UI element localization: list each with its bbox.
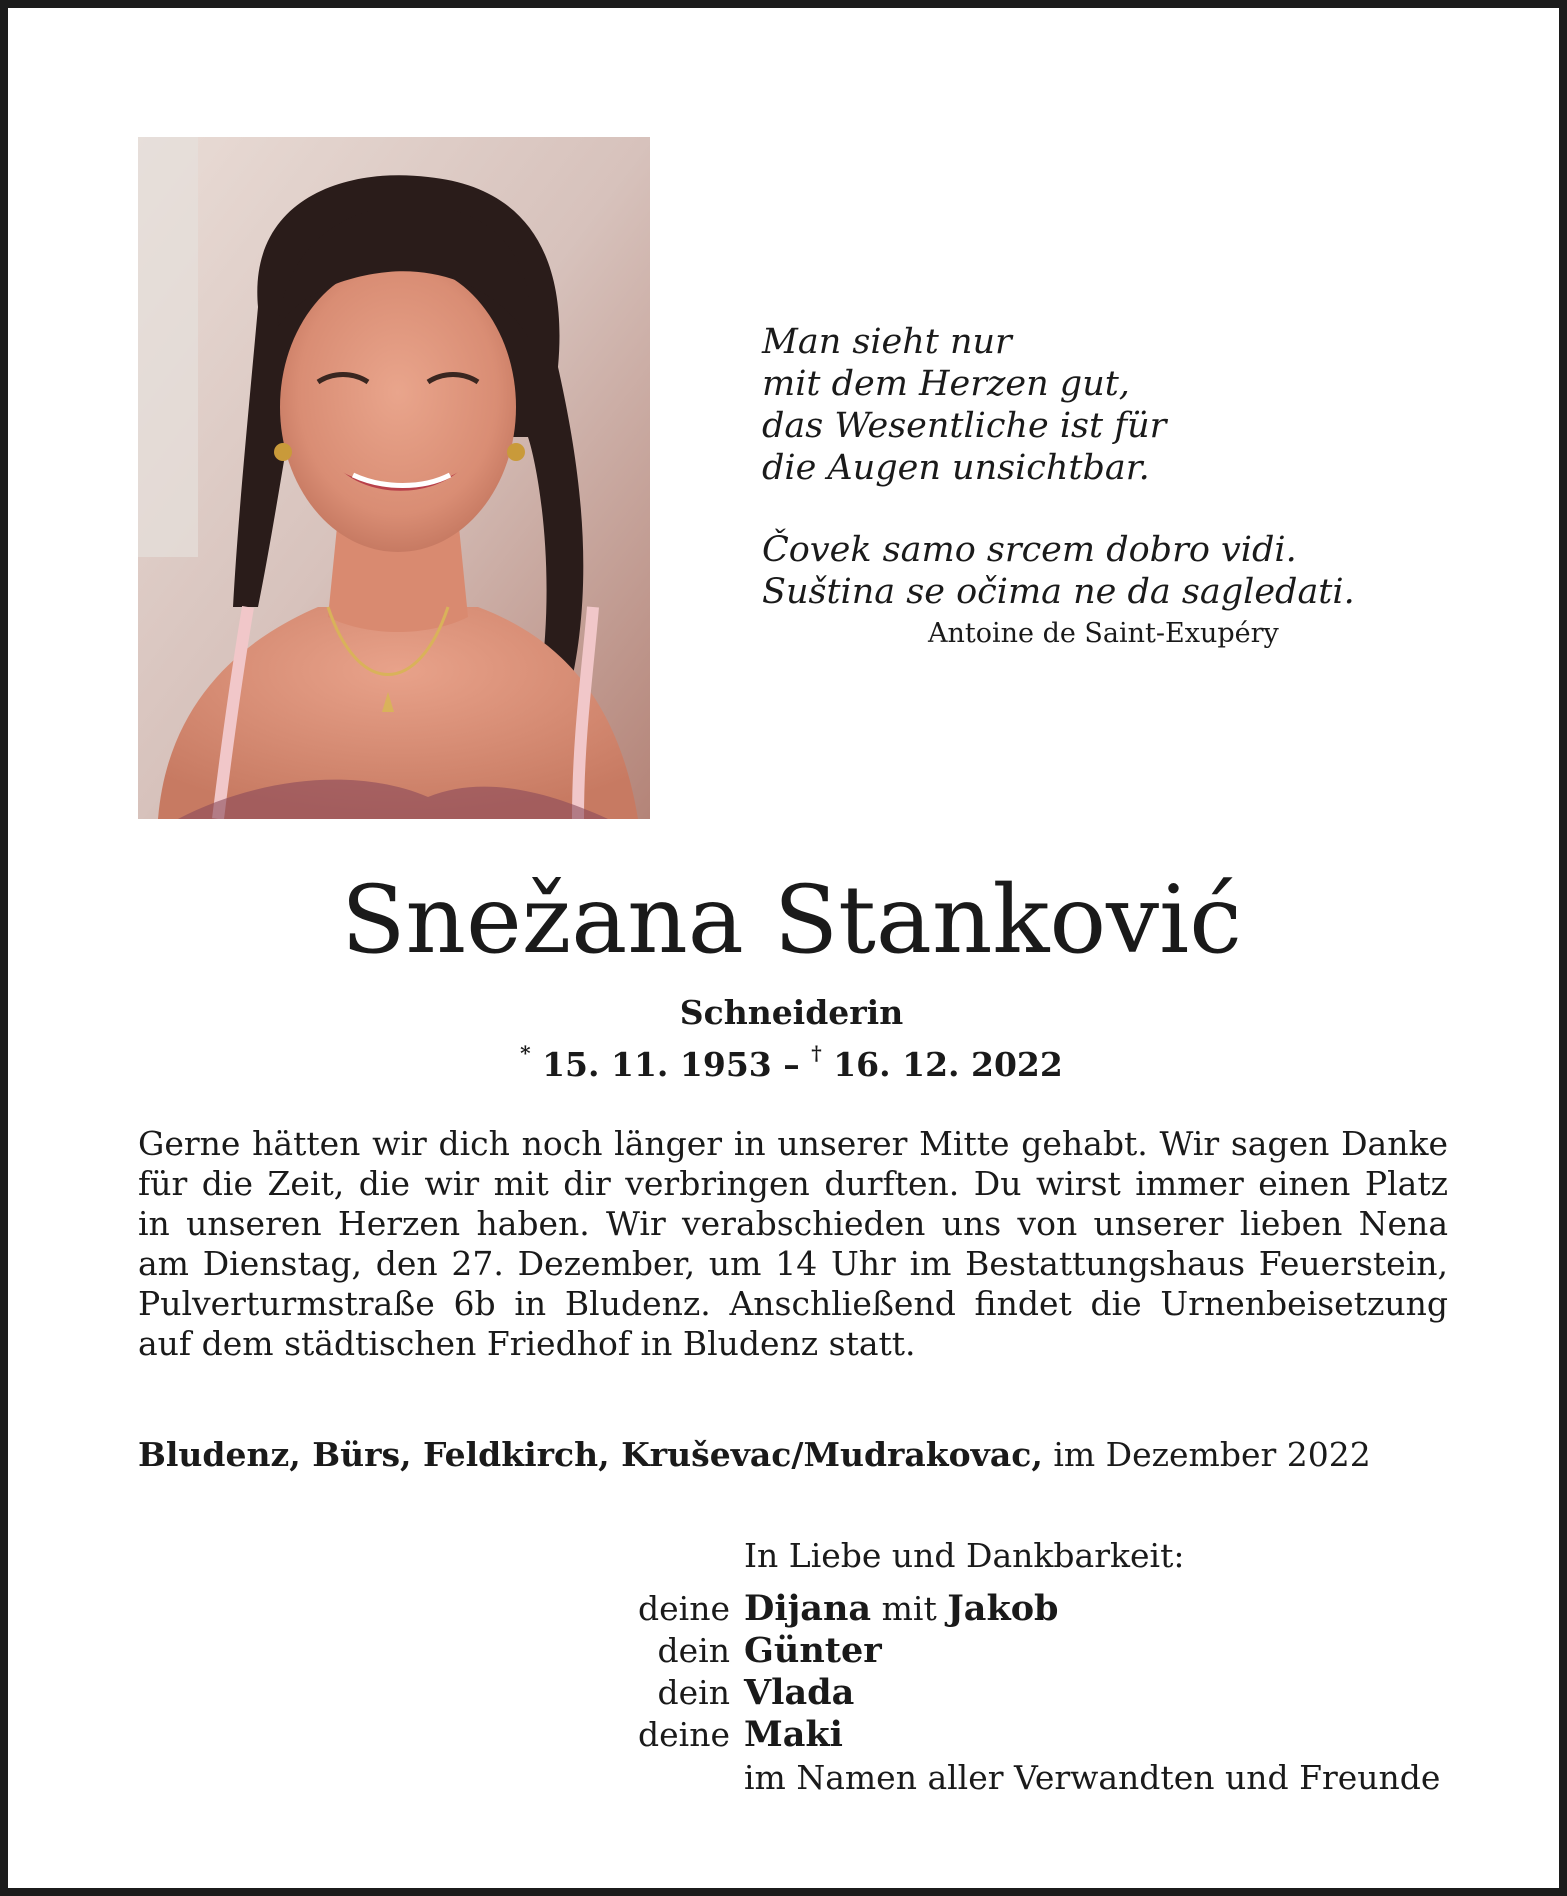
death-date: 16. 12. 2022 xyxy=(833,1045,1063,1084)
signature-row xyxy=(508,1672,1059,1714)
quote-serbian xyxy=(762,529,1355,613)
deceased-name: Snežana Stanković xyxy=(341,866,1242,975)
portrait-image xyxy=(138,137,650,819)
body-line: für die Zeit, die wir mit dir verbringen durften. Du wirst immer einen Platz xyxy=(138,1164,1448,1203)
signature-names xyxy=(744,1588,1059,1630)
signature-names xyxy=(744,1672,854,1714)
signature-closing: im Namen aller Verwandten und Freunde xyxy=(744,1758,1441,1797)
signature-row xyxy=(508,1630,1059,1672)
date-separator: – xyxy=(771,1045,812,1084)
body-line: am Dienstag, den 27. Dezember, um 14 Uhr im Bestattungshaus Feuerstein, xyxy=(138,1244,1448,1283)
portrait-photo xyxy=(138,137,650,819)
quote-german-line: Man sieht nur xyxy=(762,322,1012,362)
quote-author: Antoine de Saint-Exupéry xyxy=(928,618,1279,649)
quote-german-line: mit dem Herzen gut, xyxy=(762,364,1130,404)
signature-relation: dein xyxy=(657,1631,730,1670)
body-line: auf dem städtischen Friedhof in Bludenz statt. xyxy=(138,1324,916,1363)
deceased-profession: Schneiderin xyxy=(679,993,904,1032)
quote-german-line: das Wesentliche ist für xyxy=(762,406,1167,446)
life-dates xyxy=(8,1037,1567,1085)
signature-name: Maki xyxy=(744,1714,843,1755)
signature-relation: deine xyxy=(638,1589,730,1628)
quote-german xyxy=(762,321,1166,489)
obituary-text xyxy=(138,1124,1448,1364)
signature-row xyxy=(508,1588,1059,1630)
birth-date: 15. 11. 1953 xyxy=(542,1045,772,1084)
death-symbol: † xyxy=(811,1041,822,1065)
signature-relation: deine xyxy=(638,1715,730,1754)
birth-symbol: * xyxy=(520,1041,531,1065)
signature-row xyxy=(508,1714,1059,1756)
signature-names xyxy=(744,1630,882,1672)
signature-intro: In Liebe und Dankbarkeit: xyxy=(744,1536,1185,1575)
quote-serbian-line: Suština se očima ne da sagledati. xyxy=(762,572,1355,612)
signature-list xyxy=(508,1588,1059,1756)
signature-name: Günter xyxy=(744,1630,882,1671)
signature-connector: mit xyxy=(871,1589,948,1628)
places-and-date xyxy=(138,1435,1371,1475)
body-line: in unseren Herzen haben. Wir verabschieden uns von unserer lieben Nena xyxy=(138,1204,1448,1243)
body-line: Gerne hätten wir dich noch länger in unserer Mitte gehabt. Wir sagen Danke xyxy=(138,1124,1448,1163)
places-list: Bludenz, Bürs, Feldkirch, Kruševac/Mudrakovac, xyxy=(138,1435,1043,1474)
signature-name: Vlada xyxy=(744,1672,855,1713)
body-line: Pulverturmstraße 6b in Bludenz. Anschließend findet die Urnenbeisetzung xyxy=(138,1284,1448,1323)
signature-name: Jakob xyxy=(947,1588,1059,1629)
quote-serbian-line: Čovek samo srcem dobro vidi. xyxy=(762,530,1297,570)
notice-date: im Dezember 2022 xyxy=(1042,1435,1371,1474)
quote-german-line: die Augen unsichtbar. xyxy=(762,448,1150,488)
signature-name: Dijana xyxy=(744,1588,872,1629)
signature-names xyxy=(744,1714,843,1756)
signature-relation: dein xyxy=(657,1673,730,1712)
